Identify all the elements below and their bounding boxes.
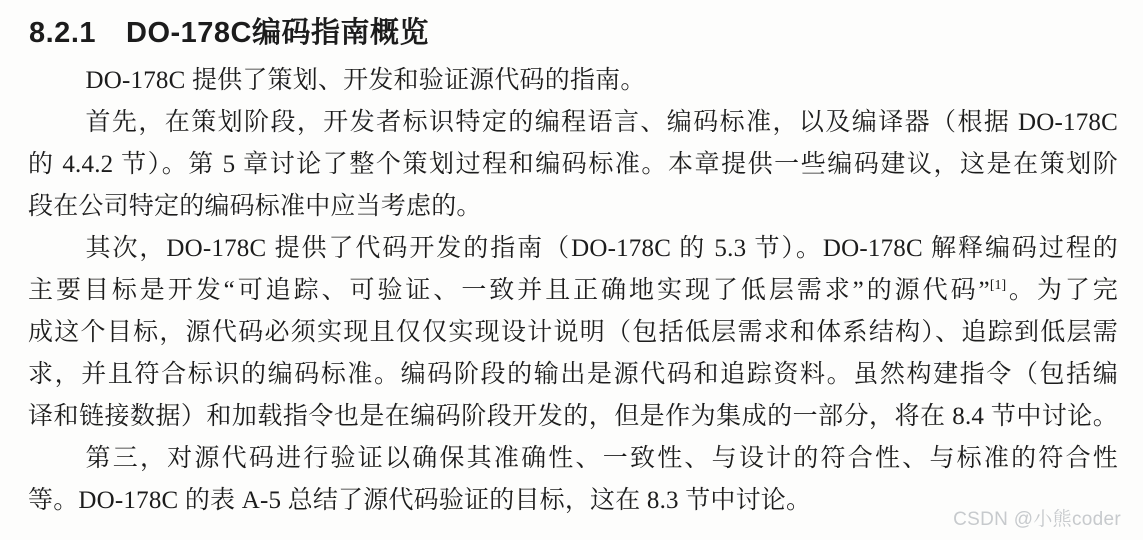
paragraph-3-line-2 <box>28 270 1118 312</box>
paragraph-3-line-5: 译和链接数据）和加载指令也是在编码阶段开发的，但是作为集成的一部分，将在 8.4 节中讨论。 <box>28 403 1118 430</box>
paragraph-2-line-1: 首先，在策划阶段，开发者标识特定的编程语言、编码标准，以及编译器（根据 DO-178C <box>85 109 1118 136</box>
watermark: CSDN @小熊coder <box>953 509 1121 530</box>
paragraph-2-line-2: 的 4.4.2 节）。第 5 章讨论了整个策划过程和编码标准。本章提供一些编码建议，这是在策划阶 <box>28 151 1118 178</box>
section-heading <box>29 10 429 51</box>
section-number: 8.2.1 <box>29 17 96 49</box>
body-text <box>28 60 1118 522</box>
paragraph-3-line-1: 其次，DO-178C 提供了代码开发的指南（DO-178C 的 5.3 节）。DO-178C 解释编码过程的 <box>85 235 1118 262</box>
paragraph-3-line-2-cont: 。为了完 <box>1006 277 1118 304</box>
footnote-reference: [1] <box>989 278 1007 293</box>
paragraph-4-line-2: 等。DO-178C 的表 A-5 总结了源代码验证的目标，这在 8.3 节中讨论。 <box>28 487 812 514</box>
paragraph-3-line-2-text: 主要目标是开发“可追踪、可验证、一致并且正确地实现了低层需求”的源代码” <box>28 277 990 304</box>
paragraph-4-line-1: 第三，对源代码进行验证以确保其准确性、一致性、与设计的符合性、与标准的符合性 <box>85 445 1118 472</box>
section-title: DO-178C编码指南概览 <box>126 17 429 49</box>
paragraph-2-line-3: 段在公司特定的编码标准中应当考虑的。 <box>28 193 482 220</box>
paragraph-3-line-4: 求，并且符合标识的编码标准。编码阶段的输出是源代码和追踪资料。虽然构建指令（包括编 <box>28 361 1118 388</box>
paragraph-1-line-1: DO-178C 提供了策划、开发和验证源代码的指南。 <box>85 67 646 94</box>
paragraph-3-line-3: 成这个目标，源代码必须实现且仅仅实现设计说明（包括低层需求和体系结构）、追踪到低层需 <box>28 319 1118 346</box>
